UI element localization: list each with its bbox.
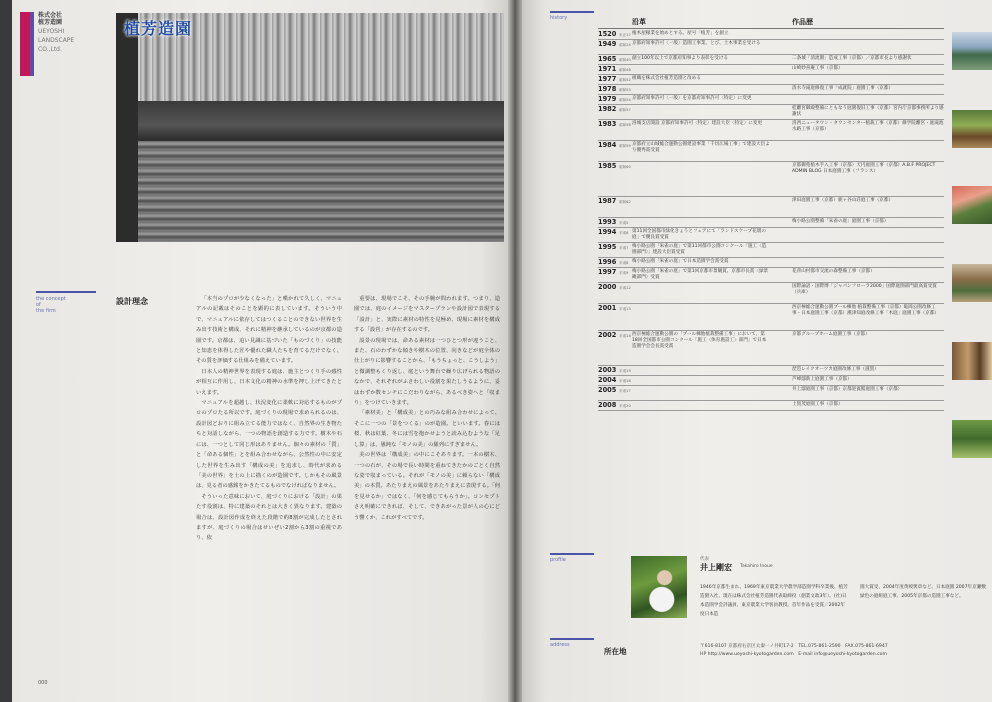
history-row [598,331,944,366]
profile-bio-col1: 1946年京都生まれ。1969年東京農業大学農学部造園学科卒業後、植芳造園入社。現在は株式会社植芳造園代表取締役（創業文政3年）。(社)日本造園学会評議員、東京農業大学客員教授。首年作品を受賞／2002年度日本造 [700,585,848,617]
garden-photo [116,13,504,242]
paragraph: 日本人の精神世界を表現する庭は、施主とつくり手の感性が相互に作用し、日本文化の精神の水準を押し上げてきたといえます。 [196,368,342,396]
history-era: 平成17 [619,389,631,393]
history-era: 平成7 [619,246,629,250]
history-year: 2002 [598,331,617,339]
history-event: 創立100年以上で京都府知事より表彰を受ける [632,56,729,61]
history-era: 平成20 [619,404,631,408]
profile-bio-col2: 園大賞受、2004年度黄綬褒章など。日本庭園 2007年京瀬敷緑色の庭組庭工事、2005年京都の造園工事など。 [860,585,986,599]
history-era: 昭和58 [619,123,631,127]
history-era: 平成8 [619,261,629,265]
address-rule [550,638,594,640]
paragraph: そういった意味において、庭づくりにおける「設計」の果たす役割は、特に建築のそれとは大きく異なります。建築の場合は、設計図作成を終えた段階で約8割が完成したとされますが、庭づくりの場合はせいぜい2割から3割の重視であり、依 [196,493,342,542]
history-event: 植木屋稼業を始めとする。屋号「植芳」を創立 [632,31,729,36]
body-column-1 [196,294,342,544]
history-work: 清水寺滝庭修復工事「成就院」庭園工事（京都） [792,86,894,91]
history-era: 平成5 [619,221,629,225]
history-row [598,366,944,376]
history-year: 2003 [598,366,617,374]
history-work: 芦峰邸新上庭園工事（京都） [792,377,852,382]
photo-shadow [116,13,138,242]
paragraph: 「素材美」と「構成美」との巧みな組み合わせによって、そこに一つの「景をつくる」のが造園。といいます。春には桜、秋は紅葉、冬には雪を抱かせようと読み込むような「足し算」は、愚鈍な「モノの美」の羅列にすぎません。 [354,410,500,448]
photo-title: 植芳造園 [124,19,193,38]
table-top-rule [598,28,944,29]
history-era: 平成6 [619,231,629,235]
garden-thumbnail [952,342,992,380]
history-work: 津田庭園工事（京都）鹿ヶ谷山荘庭工事（京都） [792,198,894,203]
concept-rule [36,291,96,293]
history-row [598,376,944,386]
history-row [598,197,944,218]
address-block [700,643,888,659]
history-era: 平成13 [619,307,631,311]
photo-pond [116,141,504,242]
history-row [598,55,944,65]
history-row [598,30,944,40]
history-event: 京都府知事許可〈一般〉を京都府知事許可〈特定〉に変更 [632,96,752,101]
brand-color-stripe [30,12,34,76]
history-work: 西京極総合運動公園プール棟他 植栽整備工事（京都）亀岡公園改修工事・日本庭園工事（京都）漢津知庭改修工事「木庭」庭園工事（京都） [792,305,940,316]
history-work: 桂離宮御殿整備にともなう庭園復旧工事（京都）宮内庁京都事務所より感謝状 [792,106,944,117]
history-era: 昭和53 [619,88,631,92]
paragraph: 重要は、現場でこそ、その手腕が問われます。つまり、造園では、庭のイメージをマスタープランや設計図で表現する「設計」と、実際に素材の特性を見極め、現場に素材を構成する「設営」が存在するのです。 [354,296,500,334]
profile-label: profile [550,557,566,563]
address-web[interactable]: HP http://www.ueyoshi-kyotogarden.com E-mail info@ueyoshi-kyotogarden.com [700,652,887,657]
history-row [598,258,944,268]
history-work: 井上邸庭園工事（京都）京都迎賓館庭園工事（京都） [792,387,903,392]
history-year: 1520 [598,30,617,38]
history-row [598,75,944,85]
history-year: 2000 [598,283,617,291]
history-work: 二条城「清流園」造成工事（京都）／京都市長より感謝状 [792,56,912,61]
history-era: 平成14 [619,334,631,338]
history-era: 昭和54 [619,98,631,102]
history-row [598,162,944,197]
history-event: 洛城支店開設 京都府知事許可〈特定〉建設大臣〈特定〉に変更 [632,121,763,126]
history-era: 永正17 [619,33,631,37]
history-year: 1979 [598,95,617,103]
history-era: 昭和24 [619,43,631,47]
works-column-header: 作品歴 [792,18,813,26]
history-row [598,283,944,304]
history-row [598,65,944,75]
company-brand [38,12,98,53]
brand-line5: CO.,Ltd. [38,46,62,53]
history-work: 琵琶レイクオーツカ庭園改修工事（滋賀） [792,367,879,372]
profile-rule [550,553,594,555]
address-title: 所在地 [604,647,627,656]
history-year: 2001 [598,304,617,312]
history-work: 京都グループホーム庭園工事（京都） [792,332,870,337]
history-label: history [550,15,568,21]
page-number: 000 [38,680,48,686]
concept-label-line: the firm [36,308,56,314]
profile-role: 代表 [700,557,709,562]
history-era: 昭和62 [619,200,631,204]
history-year: 1983 [598,120,617,128]
history-work: 洛西ニュータウン・タウンセンター植栽工事（京都）修学院離宮・庭滝池水路工事（京都） [792,121,944,132]
history-event: 第11回全国都市緑化きょうとフェアにて「ランドスケープ花壇の庭」で優良賞受賞 [632,229,766,240]
history-work: 花背山村都市交流の森整備工事（京都） [792,269,875,274]
history-era: 昭和59 [619,144,631,148]
history-year: 1977 [598,75,617,83]
concept-label-line: of [36,302,41,308]
history-row [598,40,944,55]
history-event: 京都府立山城総合運動公園建設事業「千切広場工事」で建設大臣より優秀賞受賞 [632,142,770,153]
history-year: 1993 [598,218,617,226]
garden-thumbnail [952,264,992,302]
history-row [598,304,944,331]
brand-line4: LANDSCAPE [38,37,75,44]
history-work: 京都御苑植木手入工事（京都）天円庭園工事（京都）A.B.F PROJECT ADMIN BLOG 日本庭園工事（フランス） [792,163,936,174]
history-table [598,30,944,411]
profile-name: 井上剛宏 [700,563,732,572]
brand-line3: UEYOSHI [38,28,65,35]
history-row [598,243,944,258]
history-event: 梅小路公園「朱雀の庭」で日本造園学会賞受賞 [632,259,729,264]
history-row [598,141,944,162]
history-year: 1996 [598,258,617,266]
history-era: 昭和46 [619,68,631,72]
concept-label [36,296,66,314]
history-year: 1971 [598,65,617,73]
history-year: 1978 [598,85,617,93]
garden-thumbnail [952,32,992,70]
history-era: 平成12 [619,286,631,290]
history-year: 1995 [598,243,617,251]
history-event: 梅小路公園「朱雀の庭」で第1回京都市景観賞、京都市長賞〈緑景観部門〉受賞 [632,269,769,280]
brand-line2: 植芳造園 [38,19,63,26]
address-label: address [550,642,570,648]
history-work: 国際論語・国際博「ジャパンフローラ2000」国際庭園部門最高賞受賞（兵庫） [792,284,937,295]
profile-name-en: Takahiro Inoue [740,564,773,569]
history-event: 西京極総合運動公園の「プール棟他植栽整備工事」において、第18回全国都市公園コンクール「施工〈体育施設工〉部門」で日本造園学会会長賞受賞 [632,332,767,349]
paragraph: マニュアルを超越し、状況変化に柔軟に対応するものがプロのプロたる所以です。庭づくりの現場で求められるのは、設計図どおりに組み立てる能力ではなく、自然界の生き物たちと対話しながら、一つの物語を創造する力です。樹木や石には、一つとして同じ形はありません。個々の素材の「質」と「命ある個性」とを組み合わせながら、公然性の中に安定した世界を生み出す「構成の美」を追求し、時代が求める「美の世界」を土の上に描くのが造園です。しかもその風景は、見る者の感銘をかきたてるものでなければなりません。 [196,400,342,490]
history-era: 平成9 [619,271,629,275]
history-row [598,218,944,228]
history-era: 昭和57 [619,108,631,112]
garden-thumbnail [952,420,992,458]
history-year: 1949 [598,40,617,48]
history-year: 1984 [598,141,617,149]
history-era: 平成16 [619,379,631,383]
history-year: 2008 [598,401,617,409]
portrait-photo [631,556,687,618]
history-year: 1965 [598,55,617,63]
history-year: 1997 [598,268,617,276]
history-year: 1985 [598,162,617,170]
history-era: 昭和60 [619,165,631,169]
address-line: 〒616-8107 京都府右京区太秦一ノ井町17-2 TEL.075-861-2590 FAX.075-861-6947 [700,644,888,649]
history-row [598,85,944,95]
history-year: 1987 [598,197,617,205]
history-work: 上賀茂庭園工事（京都） [792,402,843,407]
history-event: 京都府知事許可〈一般〉造園工事業、とび、土木事業を受ける [632,41,761,46]
concept-label-line: the concept [36,296,66,302]
history-row [598,268,944,283]
history-row [598,228,944,243]
photo-rocks [116,101,504,141]
brand-line1: 株式会社 [38,12,63,19]
garden-thumbnail [952,110,992,148]
body-column-2 [354,294,500,523]
history-work: 梅小路公園整備「朱雀の庭」庭園工事（京都） [792,219,889,224]
history-rule [550,11,594,13]
history-column-header: 沿革 [632,18,646,26]
history-event: 梅小路公園「朱雀の庭」で第11回都市公園コンクール「施工〈造園部門〉」建設大臣賞受賞 [632,244,767,255]
history-era: 昭和40 [619,58,631,62]
history-era: 平成15 [619,369,631,373]
history-year: 2005 [598,386,617,394]
history-row [598,95,944,105]
history-row [598,105,944,120]
history-row [598,120,944,141]
paragraph: 「本当のプロが少なくなった」と嘆かれて久しく、マニュアルの記載はそのことを顕的に表しています。そういう中で、マニュアルに依存してはつくることのできない世界を生み出す技術と構成、それに精神を継承しているのが京都の造園です。京都は、追い見識に基づいた「ものづくり」の技能と知恵を体得した匠や優れた職人たちを育てるだけでなく、その質を評価する仕組みを備えています。 [196,296,342,365]
history-row [598,401,944,411]
history-year: 1994 [598,228,617,236]
garden-thumbnail [952,186,992,224]
history-era: 昭和52 [619,78,631,82]
history-year: 2004 [598,376,617,384]
paragraph: 美の世界は「構成美」の中にこそあります。一本の樹木、一つの石が、その場で長い時間を重ねてきたかのごとく自然な姿で収まっている。それが「モノの美」に頼らない「構成美」の本質。あたりまえの風景をあたりまえに表現する。「何を見せるか」ではなく、「何を感じてもらうか」。コンセプトさえ明確にできれば、そして、できあがった景が人の心にどう響くか、これがすべてです。 [354,452,500,521]
history-event: 組織を株式会社植芳造園と改める [632,76,701,81]
paragraph: 設景の現場では、命ある素材は一つひとつ形が違うこと、また、石のわずかな傾きや樹木の位置、向きなどが庭全体の仕上がりに影響することから、「もうちょっと、こうしよう」と微調整もくり返し、庭という舞台で繰り広げられる物語のなかで、それぞれがふさわしい役割を果たしうるように、妥はわずか数センチにこだわりながら、あるべき姿へと「収まり」をつけていきます。 [354,337,500,407]
section-heading: 設計理念 [116,297,148,306]
history-work: 山崎妙喜庵工事（京都） [792,66,843,71]
history-year: 1982 [598,105,617,113]
history-row [598,386,944,401]
